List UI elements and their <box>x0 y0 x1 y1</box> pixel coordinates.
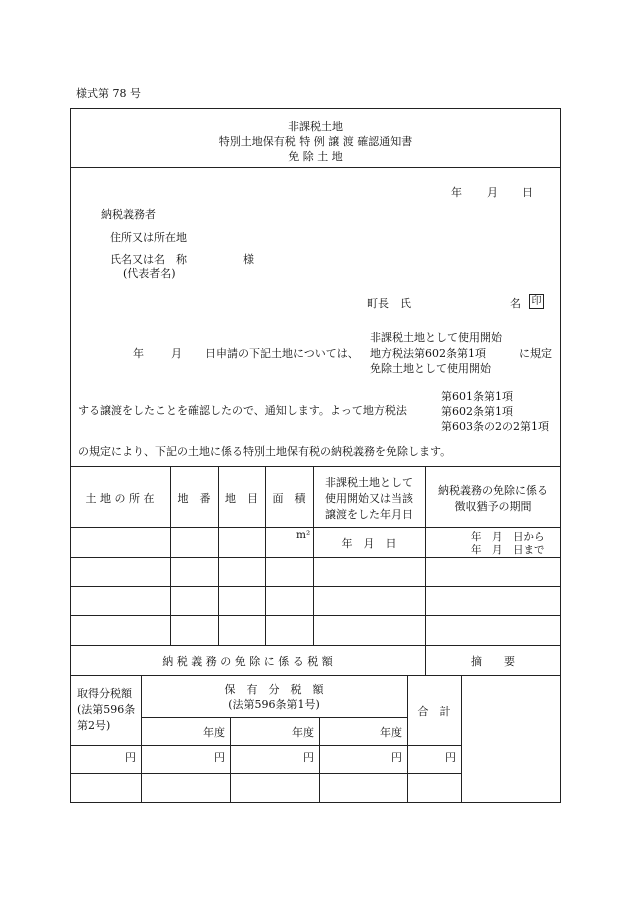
tax-col-divider <box>461 675 462 803</box>
land-table-row-line <box>70 586 561 587</box>
option-b3: 第603条の2の2第1項 <box>441 420 549 433</box>
acquisition-line2: (法第596条 <box>77 703 136 716</box>
land-table-header-bottom <box>70 527 561 528</box>
request-month: 月 <box>171 347 182 360</box>
date-day: 日 <box>522 186 533 199</box>
fiscal-year-2: 年度 <box>292 726 314 739</box>
option-a1: 非課税土地として使用開始 <box>370 331 502 344</box>
holding-line2: (法第596条第1号) <box>228 698 320 711</box>
land-table-bottom <box>70 645 561 646</box>
header-area: 面 積 <box>272 492 306 505</box>
yen-acquisition: 円 <box>125 751 136 764</box>
header-location: 土 地 の 所 在 <box>85 492 155 505</box>
date-year: 年 <box>451 186 462 199</box>
header-period-line2: 徴収猶予の期間 <box>454 500 532 513</box>
tax-col-divider <box>407 675 408 803</box>
yen-year-1: 円 <box>214 751 225 764</box>
tax-col-divider <box>230 717 231 803</box>
option-b1: 第601条第1項 <box>441 390 513 403</box>
date-month: 月 <box>487 186 498 199</box>
acquisition-line3: 第2号) <box>77 719 111 732</box>
tax-row-divider <box>70 773 461 774</box>
holding-line1: 保 有 分 税 額 <box>224 683 324 696</box>
land-table-top <box>70 466 561 467</box>
issuer-name-suffix: 名 <box>510 297 521 310</box>
body-line-2: する譲渡をしたことを確認したので、通知します。よって地方税法 <box>78 404 407 417</box>
header-category: 地 目 <box>225 492 258 505</box>
seal-stamp: 印 <box>529 294 544 309</box>
land-date-placeholder: 年 月 日 <box>341 537 397 550</box>
holding-header-divider <box>141 717 407 718</box>
title-divider <box>70 167 561 168</box>
option-a3: 免除土地として使用開始 <box>370 362 491 375</box>
header-period-line1: 納税義務の免除に係る <box>438 484 548 497</box>
period-from: 年 月 日から <box>471 531 545 543</box>
representative-label: (代表者名) <box>123 267 176 280</box>
issuer-title: 町長 氏 <box>367 297 411 310</box>
body-line-3: の規定により、下記の土地に係る特別土地保有税の納税義務を免除します。 <box>78 445 452 458</box>
total-label: 合 計 <box>417 705 451 718</box>
period-to: 年 月 日まで <box>471 544 545 556</box>
land-table-row-line <box>70 615 561 616</box>
fiscal-year-3: 年度 <box>380 726 402 739</box>
remarks-label: 摘 要 <box>471 655 515 668</box>
yen-total: 円 <box>445 751 456 764</box>
option-b2: 第602条第1項 <box>441 405 513 418</box>
address-label: 住所又は所在地 <box>110 231 187 244</box>
tax-table-header-bottom <box>70 675 561 676</box>
option-a2: 地方税法第602条第1項 <box>370 347 486 360</box>
tax-header-bottom <box>70 745 461 746</box>
taxpayer-heading: 納税義務者 <box>101 208 156 221</box>
title-line-1: 非課税土地 <box>288 120 343 133</box>
yen-year-3: 円 <box>391 751 402 764</box>
form-number: 様式第 78 号 <box>76 87 141 100</box>
land-table-row-line <box>70 557 561 558</box>
fiscal-year-1: 年度 <box>203 726 225 739</box>
name-label: 氏名又は名 称 <box>110 253 187 266</box>
regulate-text: に規定 <box>519 347 552 360</box>
header-date-line3: 譲渡をした年月日 <box>325 508 413 521</box>
request-text: 日申請の下記土地については、 <box>205 347 359 360</box>
exempt-amount-label: 納 税 義 務 の 免 除 に 係 る 税 額 <box>162 655 333 668</box>
header-lot-number: 地 番 <box>177 492 211 505</box>
honorific: 様 <box>243 253 254 266</box>
tax-col-divider <box>319 717 320 803</box>
acquisition-line1: 取得分税額 <box>77 687 132 700</box>
yen-year-2: 円 <box>303 751 314 764</box>
title-line-3: 免 除 土 地 <box>288 150 343 163</box>
title-line-2: 特別土地保有税 特 例 譲 渡 確認通知書 <box>218 135 413 148</box>
header-date-line1: 非課税土地として <box>325 476 413 489</box>
area-unit: m² <box>296 529 311 541</box>
header-date-line2: 使用開始又は当該 <box>325 492 413 505</box>
request-year: 年 <box>133 347 144 360</box>
